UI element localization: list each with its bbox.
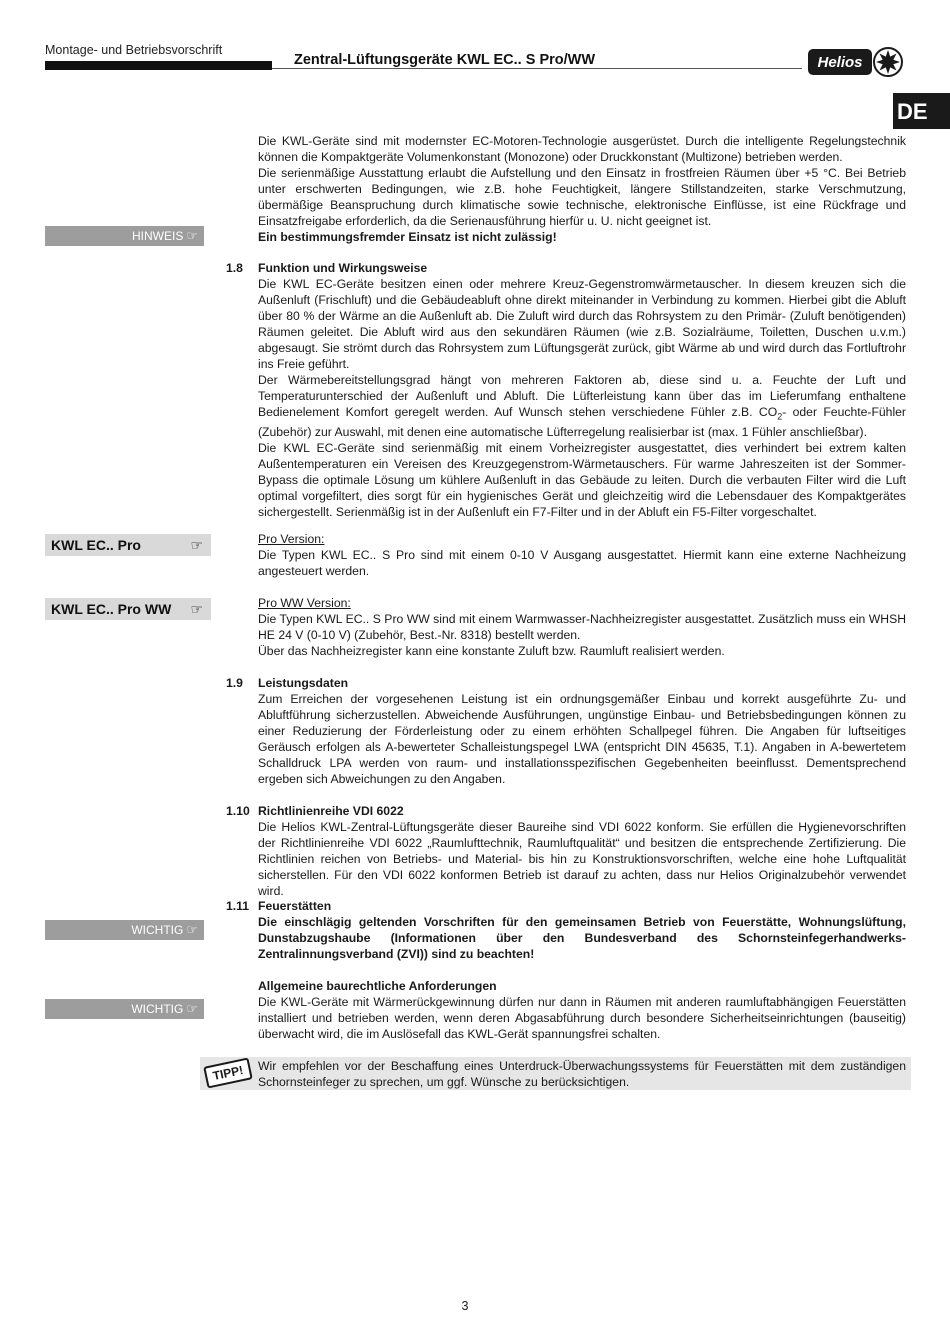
section-warning: Die einschlägig geltenden Vorschriften für den gemeinsamen Betrieb von Feuerstätte, Wohnungslüftung, Dunstabzugshaube (Informationen über den Bundesverband des Schornsteinfegerhandwerks-Zentralinnungsverband (ZVI)) sind zu beachten! [258,915,906,961]
label-text: KWL EC.. Pro WW [51,601,172,617]
section-number: 1.11 [226,899,250,913]
section-number: 1.8 [226,261,243,275]
label-text: WICHTIG [131,1002,184,1016]
section-1-10 [258,803,906,899]
paragraph: Die KWL-Geräte mit Wärmerückgewinnung dürfen nur dann in Räumen mit anderen raumluftabhängigen Feuerstätten installiert und betrieben werden, wenn deren Abgasabführung durch besondere Sicherheitseinrichtungen (bauseitig) überwacht wird, die im Auslösefall das KWL-Gerät spannungsfrei schalten. [258,995,906,1041]
paragraph [258,372,906,440]
pointing-hand-icon: ☞ [186,228,198,243]
pointing-hand-icon: ☞ [186,922,198,937]
pro-ww-label [45,598,211,620]
section-number: 1.9 [226,676,243,690]
section-number: 1.10 [226,804,250,818]
pointing-hand-icon: ☞ [186,1001,198,1016]
label-text: WICHTIG [131,923,184,937]
pro-ww-heading: Pro WW Version: [258,596,351,610]
subsection-title: Allgemeine baurechtliche Anforderungen [258,979,497,993]
paragraph: Die Typen KWL EC.. S Pro sind mit einem 0-10 V Ausgang ausgestattet. Hiermit kann eine externe Nachheizung angesteuert werden. [258,548,906,578]
logo-text: Helios [817,54,863,71]
language-tab: DE [893,93,950,129]
section-title: Funktion und Wirkungsweise [258,261,428,275]
intro-text [258,133,906,245]
label-text: HINWEIS [132,229,184,243]
section-title: Feuerstätten [258,899,332,913]
pro-heading: Pro Version: [258,532,325,546]
pro-version [258,531,906,579]
document-title: Zentral-Lüftungsgeräte KWL EC.. S Pro/WW [294,52,596,68]
page-number: 3 [461,1299,469,1313]
paragraph: Die KWL EC-Geräte besitzen einen oder mehrere Kreuz-Gegenstromwärmetauscher. In diesem kreuzen sich die Außenluft (Frischluft) und die Gebäudeabluft ohne direkt miteinander in Verbindung zu kommen. Hierbei gibt die Abluft über 80 % der Wärme an die Außenluft ab. Die Zuluft wird durch das Rohrsystem zu den Primär- (Zuluft benötigenden) Räumen geleitet. Die Abluft wird aus den sekundären Räumen (wie z.B. Sozialräume, Toiletten, Duschen u.v.m.) abgesaugt. Sie strömt durch das Rohrsystem zum Lüftungsgerät zurück, gibt Wärme ab und wird durch das Fortluftrohr ins Freie geführt. [258,277,906,371]
subscript: 2 [777,411,783,422]
section-1-8 [258,260,906,520]
paragraph: Zum Erreichen der vorgesehenen Leistung ist ein ordnungsgemäßer Einbau und korrekt ausgeführte Zu- und Abluftführung sicherzustellen. Abweichende Ausführungen, ungünstige Einbau- und Betriebsbedingungen können zu einer Reduzierung der Förderleistung oder zu einem erhöhten Schallpegel führen. Die Angaben für luftseitiges Geräusch erfolgen als A-bewerteter Schalleistungspegel LWA (entspricht DIN 45635, T.1). Angaben in A-bewertetem Schalldruck LPA werden von raum- und installationsspezifischen Gegebenheiten beeinflusst. Dementsprechend ergeben sich Abweichungen zu den Angaben. [258,692,906,786]
paragraph: Die Helios KWL-Zentral-Lüftungsgeräte dieser Baureihe sind VDI 6022 konform. Sie erfüllen die Hygienevorschriften der Richtlinienreihe VDI 6022 „Raumlufttechnik, Raumluftqualität“ und besitzen die entsprechende Zertifizierung. Die Richtlinien reichen von Betriebs- und Material- bis hin zu Konstruktionsvorschriften, welche eine hohe Luftqualität sicherstellen. Für den VDI 6022 konformen Betrieb ist darauf zu achten, dass nur Helios Originalzubehör verwendet wird. [258,820,906,898]
pointing-hand-icon: ☞ [190,601,203,617]
building-requirements [258,978,906,1042]
header-rule [272,68,802,69]
paragraph: Über das Nachheizregister kann eine konstante Zuluft bzw. Raumluft realisiert werden. [258,644,725,658]
document-type: Montage- und Betriebsvorschrift [45,43,223,57]
tip-stamp-icon: TIPP! [203,1057,253,1088]
section-1-9 [258,675,906,787]
text-run: Der Wärmebereitstellungsgrad hängt von mehreren Faktoren ab, diese sind u. a. Feuchte der Luft und Temperaturunterschied der Außenluft und Abluft. Die Lüfterleistung kann über das im Lieferumfang enthaltene Bedienelement Komfort geregelt werden. Auf Wunsch stehen verschiedene Fühler z.B. CO [258,373,906,419]
helios-logo [807,46,903,78]
section-1-11 [258,898,906,962]
intro-paragraph: Die KWL-Geräte sind mit modernster EC-Motoren-Technologie ausgerüstet. Durch die intelligente Regelungstechnik können die Kompaktgeräte Volumenkonstant (Monozone) oder Druckkonstant (Multizone) betrieben werden. [258,134,906,164]
intro-warning: Ein bestimmungsfremder Einsatz ist nicht zulässig! [258,230,557,244]
pro-ww-version [258,595,906,659]
text-run: - oder Feuchte-Fühler (Zubehör) zur Auswahl, mit denen eine automatische Lüfterregelung realisierbar ist (max. 1 Fühler anschließbar). [258,405,906,440]
section-title: Richtlinienreihe VDI 6022 [258,804,404,818]
section-title: Leistungsdaten [258,676,349,690]
paragraph: Die Typen KWL EC.. S Pro WW sind mit einem Warmwasser-Nachheizregister ausgestattet. Zusätzlich muss ein WHSH HE 24 V (0-10 V) (Zubehör, Best.-Nr. 8318) bestellt werden. [258,612,906,642]
hinweis-label [45,226,204,246]
label-text: KWL EC.. Pro [51,537,141,553]
pro-label [45,534,211,556]
intro-paragraph: Die serienmäßige Ausstattung erlaubt die Aufstellung und den Einsatz in frostfreien Räumen über +5 °C. Bei Betrieb unter erschwerten Bedingungen, wie z.B. hohe Feuchtigkeit, längere Stillstandzeiten, starke Verschmutzung, übermäßige Beanspruchung durch klimatische sowie technische, elektronische Einflüsse, ist eine Rückfrage und Einsatzfreigabe erforderlich, da die Serienausführung hierfür u. U. nicht geeignet ist. [258,166,906,228]
paragraph: Die KWL EC-Geräte sind serienmäßig mit einem Vorheizregister ausgestattet, dies verhindert bei extrem kalten Außentemperaturen ein Vereisen des Kreuzgegenstrom-Wärmetauschers. Für warme Jahreszeiten ist der Sommer-Bypass die optimale Lösung um kühlere Außenluft in das Gebäude zu leiten. Durch die verbauten Filter wird die Luft optimal vorgefiltert, dies sorgt für ein hygienisches Gerät und gleichzeitig wird die Lebensdauer des Kompaktgerätes sichergestellt. Serienmäßig ist in der Außenluft ein F7-Filter und in der Abluft ein F5-Filter vorgeschaltet. [258,441,906,520]
wichtig-label [45,920,204,940]
tip-text: Wir empfehlen vor der Beschaffung eines Unterdruck-Überwachungssystems für Feuerstätten mit dem zuständigen Schornsteinfeger zu sprechen, um ggf. Wünsche zu berücksichtigen. [258,1059,906,1089]
wichtig-label [45,999,204,1019]
pointing-hand-icon: ☞ [190,537,203,553]
header-bar [45,61,272,70]
